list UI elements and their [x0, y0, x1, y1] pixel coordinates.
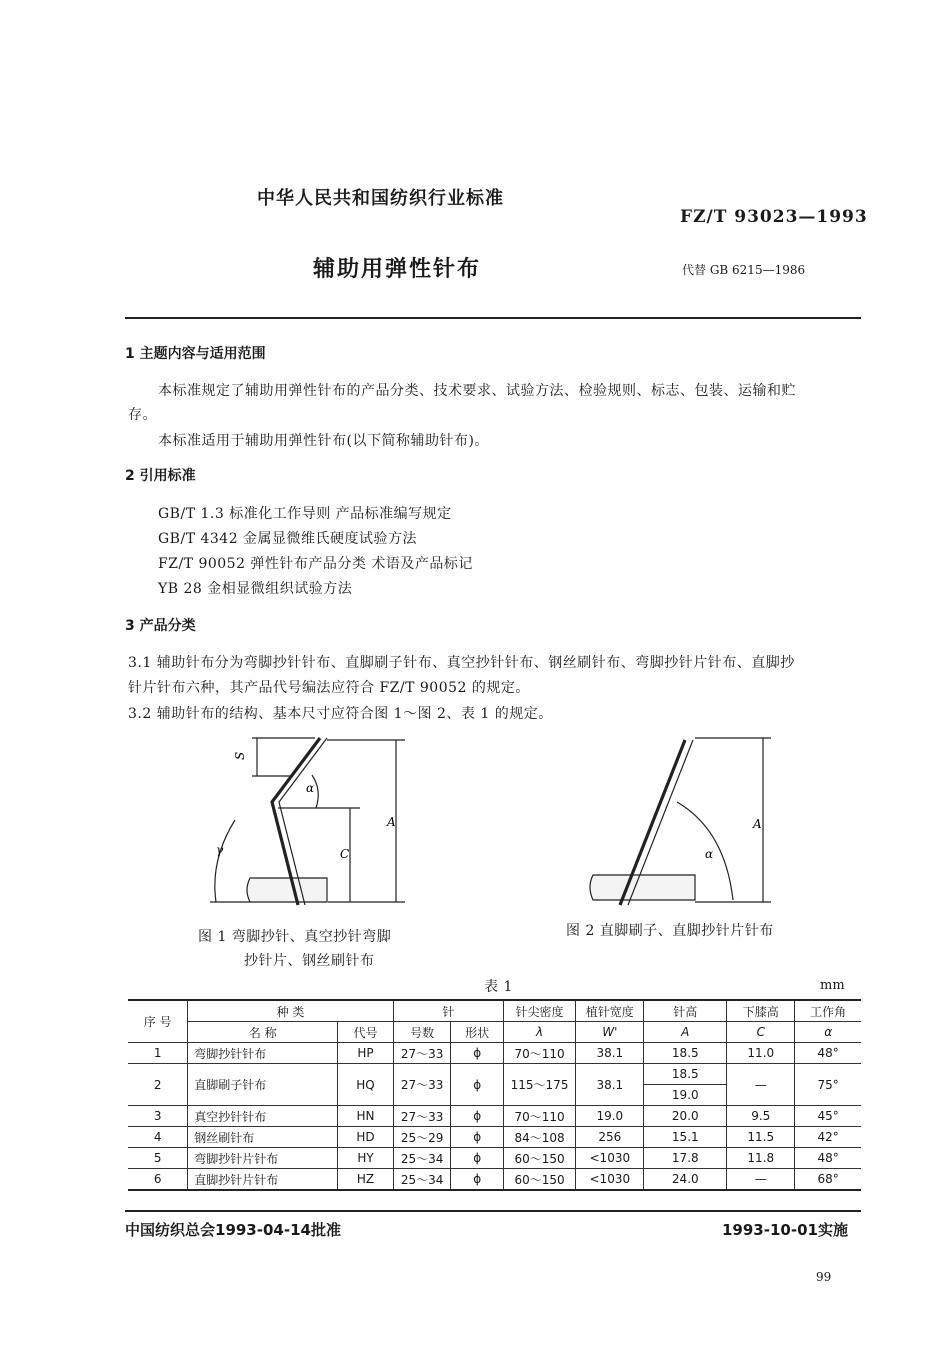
header-c: C	[727, 1022, 795, 1043]
cell-number: 27～33	[393, 1064, 451, 1106]
figure-2-caption: 图 2 直脚刷子、直脚抄针片针布	[566, 923, 774, 939]
cell-shape: ϕ	[451, 1169, 503, 1191]
clause-3-1-cont: 针片针布六种，其产品代号编法应符合 FZ/T 90052 的规定。	[128, 680, 530, 696]
header-rule	[125, 317, 861, 319]
cell-name: 弯脚抄针片针布	[188, 1148, 338, 1169]
cell-seq: 1	[128, 1043, 188, 1064]
header-name: 名 称	[188, 1022, 338, 1043]
header-a: A	[644, 1022, 727, 1043]
dim-label-c: C	[340, 847, 350, 861]
cell-height: 18.5	[644, 1064, 727, 1085]
section-1-para-1-cont: 存。	[128, 407, 157, 423]
cell-density: 60～150	[503, 1169, 575, 1191]
header-lambda: λ	[503, 1022, 575, 1043]
cell-angle: 45°	[795, 1106, 861, 1127]
issuer-title: 中华人民共和国纺织行业标准	[257, 188, 504, 209]
cell-number: 27～33	[393, 1106, 451, 1127]
section-1-para-1: 本标准规定了辅助用弹性针布的产品分类、技术要求、试验方法、检验规则、标志、包装、运输和贮	[158, 383, 796, 399]
table-row	[128, 1127, 861, 1148]
header-seq: 序 号	[128, 1000, 188, 1043]
cell-knee: 9.5	[727, 1106, 795, 1127]
cell-height: 18.5	[644, 1043, 727, 1064]
header-w: W'	[576, 1022, 644, 1043]
cell-height: 19.0	[644, 1085, 727, 1106]
cell-seq: 5	[128, 1148, 188, 1169]
angle-label-alpha: α	[705, 847, 714, 861]
header-needle: 针	[393, 1000, 503, 1022]
section-2-heading: 2 引用标准	[125, 468, 196, 484]
header-code: 代号	[338, 1022, 394, 1043]
reference-item: GB/T 1.3 标准化工作导则 产品标准编写规定	[158, 506, 452, 522]
standard-number: FZ/T 93023—1993	[680, 207, 868, 227]
section-3-heading: 3 产品分类	[125, 618, 196, 634]
figure-2-drawing	[585, 730, 785, 915]
cell-knee: 11.5	[727, 1127, 795, 1148]
cell-code: HQ	[338, 1064, 394, 1106]
cell-width: <1030	[576, 1169, 644, 1191]
figure-1-caption-cont: 抄针片、钢丝刷针布	[244, 953, 375, 969]
cell-code: HP	[338, 1043, 394, 1064]
cell-knee: 11.8	[727, 1148, 795, 1169]
table-row	[128, 1169, 861, 1191]
cell-angle: 75°	[795, 1064, 861, 1106]
cell-density: 115～175	[503, 1064, 575, 1106]
cell-number: 27～33	[393, 1043, 451, 1064]
dim-label-s: S	[233, 751, 247, 760]
reference-item: YB 28 金相显微组织试验方法	[158, 581, 353, 597]
cell-knee: —	[727, 1169, 795, 1191]
parameter-table	[128, 999, 861, 1191]
table-subheader-row	[128, 1022, 861, 1043]
figure-1-caption: 图 1 弯脚抄针、真空抄针弯脚	[198, 929, 392, 945]
cell-code: HD	[338, 1127, 394, 1148]
footer-rule	[125, 1210, 861, 1212]
section-1-heading: 1 主题内容与适用范围	[125, 346, 266, 362]
section-1-para-2: 本标准适用于辅助用弹性针布(以下简称辅助针布)。	[158, 433, 489, 449]
table-row	[128, 1148, 861, 1169]
header-kind: 种 类	[188, 1000, 394, 1022]
reference-item: GB/T 4342 金属显微维氏硬度试验方法	[158, 531, 418, 547]
header-shape: 形状	[451, 1022, 503, 1043]
cell-density: 60～150	[503, 1148, 575, 1169]
cell-height: 24.0	[644, 1169, 727, 1191]
header-tip-density: 针尖密度	[503, 1000, 575, 1022]
cell-angle: 68°	[795, 1169, 861, 1191]
cell-seq: 6	[128, 1169, 188, 1191]
table-header-row	[128, 1000, 861, 1022]
cell-angle: 42°	[795, 1127, 861, 1148]
cell-seq: 3	[128, 1106, 188, 1127]
header-number: 号数	[393, 1022, 451, 1043]
cell-width: 38.1	[576, 1043, 644, 1064]
cell-knee: 11.0	[727, 1043, 795, 1064]
cell-code: HZ	[338, 1169, 394, 1191]
clause-3-1: 3.1 辅助针布分为弯脚抄针针布、直脚刷子针布、真空抄针针布、钢丝刷针布、弯脚抄针片针布、直脚抄	[128, 655, 795, 671]
dim-label-a: A	[387, 815, 396, 829]
header-needle-height: 针高	[644, 1000, 727, 1022]
cell-density: 70～110	[503, 1106, 575, 1127]
dim-label-a: A	[753, 817, 762, 831]
cell-code: HN	[338, 1106, 394, 1127]
document-title: 辅助用弹性针布	[313, 257, 482, 282]
cell-number: 25～34	[393, 1148, 451, 1169]
angle-label-alpha: α	[306, 781, 315, 795]
table-unit: mm	[820, 978, 845, 993]
table-row	[128, 1043, 861, 1064]
cell-width: 38.1	[576, 1064, 644, 1106]
header-knee-height: 下膝高	[727, 1000, 795, 1022]
figure-1-drawing	[200, 730, 430, 915]
header-alpha: α	[795, 1022, 861, 1043]
cell-shape: ϕ	[451, 1043, 503, 1064]
cell-shape: ϕ	[451, 1106, 503, 1127]
header-work-angle: 工作角	[795, 1000, 861, 1022]
cell-angle: 48°	[795, 1043, 861, 1064]
cell-code: HY	[338, 1148, 394, 1169]
reference-item: FZ/T 90052 弹性针布产品分类 术语及产品标记	[158, 556, 473, 572]
cell-number: 25～29	[393, 1127, 451, 1148]
cell-name: 真空抄针针布	[188, 1106, 338, 1127]
cell-width: 19.0	[576, 1106, 644, 1127]
cell-height: 20.0	[644, 1106, 727, 1127]
cell-name: 弯脚抄针针布	[188, 1043, 338, 1064]
header-plant-width: 植针宽度	[576, 1000, 644, 1022]
cell-height: 15.1	[644, 1127, 727, 1148]
clause-3-2: 3.2 辅助针布的结构、基本尺寸应符合图 1～图 2、表 1 的规定。	[128, 706, 553, 722]
table-row	[128, 1106, 861, 1127]
cell-width: <1030	[576, 1148, 644, 1169]
cell-name: 钢丝刷针布	[188, 1127, 338, 1148]
cell-name: 直脚刷子针布	[188, 1064, 338, 1106]
cell-shape: ϕ	[451, 1148, 503, 1169]
cell-seq: 2	[128, 1064, 188, 1106]
cell-density: 84～108	[503, 1127, 575, 1148]
cell-knee: —	[727, 1064, 795, 1106]
cell-density: 70～110	[503, 1043, 575, 1064]
table-row	[128, 1064, 861, 1085]
angle-label-gamma: γ	[216, 843, 224, 857]
cell-height: 17.8	[644, 1148, 727, 1169]
replaces-note: 代替 GB 6215—1986	[682, 263, 806, 277]
page-number: 99	[816, 1270, 832, 1284]
cell-seq: 4	[128, 1127, 188, 1148]
cell-shape: ϕ	[451, 1064, 503, 1106]
cell-width: 256	[576, 1127, 644, 1148]
implementation-note: 1993-10-01实施	[722, 1221, 848, 1239]
cell-name: 直脚抄针片针布	[188, 1169, 338, 1191]
approval-note: 中国纺织总会1993-04-14批准	[125, 1221, 341, 1239]
cell-shape: ϕ	[451, 1127, 503, 1148]
cell-number: 25～34	[393, 1169, 451, 1191]
cell-angle: 48°	[795, 1148, 861, 1169]
table-title: 表 1	[484, 979, 513, 995]
